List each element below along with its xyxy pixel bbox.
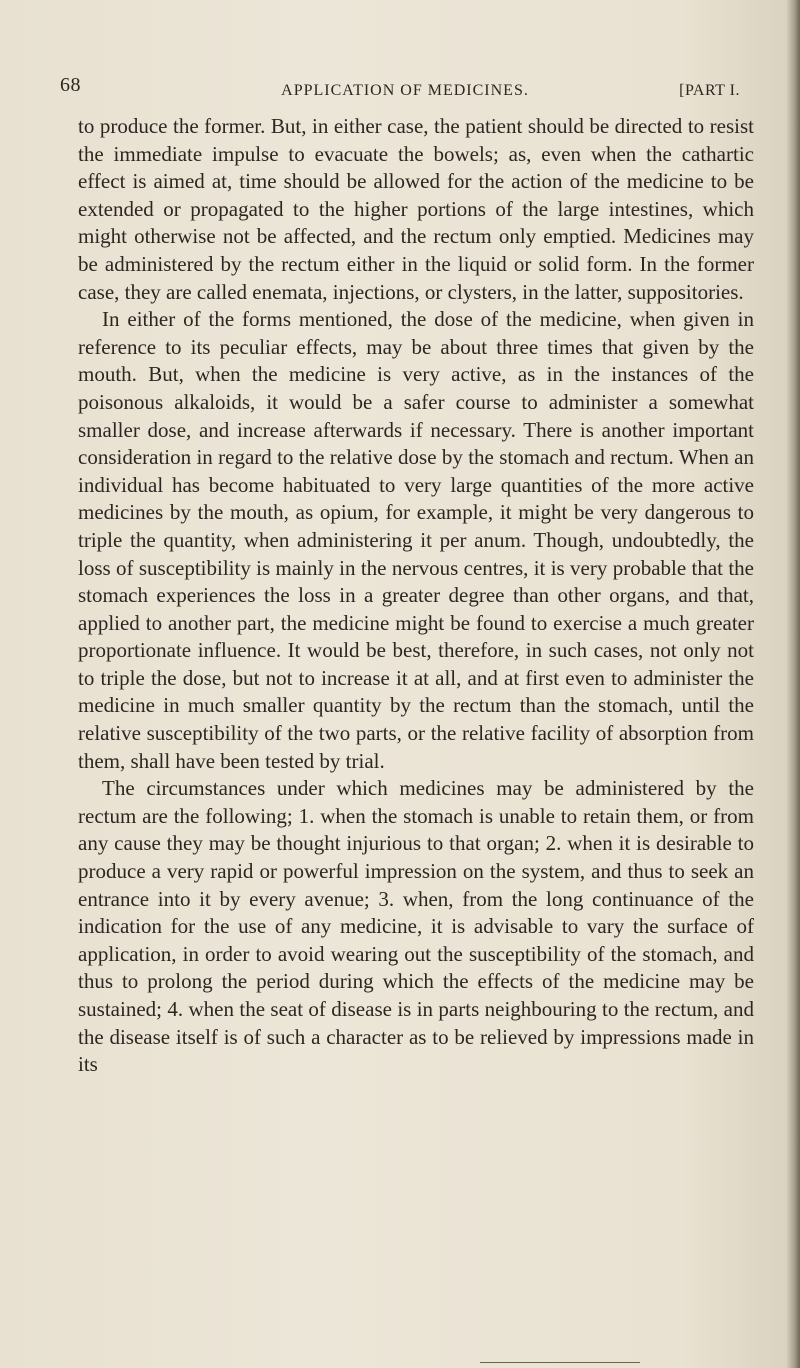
running-title: APPLICATION OF MEDICINES. <box>281 82 529 99</box>
bottom-rule <box>480 1362 640 1363</box>
page-number: 68 <box>60 74 81 96</box>
part-label: [PART I. <box>679 82 740 99</box>
paragraph-3: The circumstances under which medicines may be administered by the rectum are the following; 1. when the stomach is unable to retain them, or from any cause they may be thought injurious to that organ; 2. when it is desirable to produce a very rapid or powerful impression on the system, and thus to seek an entrance into it by every avenue; 3. when, from the long continuance of the indication for the use of any medicine, it is advisable to vary the surface of application, in order to avoid wearing out the susceptibility of the stomach, and thus to prolong the period during which the effects of the medicine may be sustained; 4. when the seat of disease is in parts neighbouring to the rectum, and the disease itself is of such a character as to be relieved by impressions made in its <box>78 776 754 1077</box>
paragraph-1: to produce the former. But, in either case, the patient should be directed to resist the immediate impulse to evacuate the bowels; as, even when the cathartic effect is aimed at, time should be allowed for the action of the medicine to be extended or propagated to the higher portions of the large intestines, which might otherwise not be affected, and the rectum only emptied. Medicines may be administered by the rectum either in the liquid or solid form. In the former case, they are called enemata, injections, or clysters, in the latter, suppositories. <box>78 114 754 304</box>
running-head <box>60 74 740 106</box>
body-text <box>78 113 754 1079</box>
paragraph-2: In either of the forms mentioned, the dose of the medicine, when given in reference to its peculiar effects, may be about three times that given by the mouth. But, when the medicine is very active, as in the instances of the poisonous alkaloids, it would be a safer course to administer a somewhat smaller dose, and increase afterwards if necessary. There is another important consideration in regard to the relative dose by the stomach and rectum. When an individual has become habituated to very large quantities of the more active medicines by the mouth, as opium, for example, it might be very dangerous to triple the quantity, when administering it per anum. Though, undoubtedly, the loss of susceptibility is mainly in the nervous centres, it is very probable that the stomach experiences the loss in a greater degree than other organs, and that, applied to another part, the medicine might be found to exercise a much greater proportionate influence. It would be best, therefore, in such cases, not only not to triple the dose, but not to increase it at all, and at first even to administer the medicine in much smaller quantity by the rectum than the stomach, until the relative susceptibility of the two parts, or the relative facility of absorption from them, shall have been tested by trial. <box>78 307 754 773</box>
page-edge-shadow <box>786 0 800 1368</box>
